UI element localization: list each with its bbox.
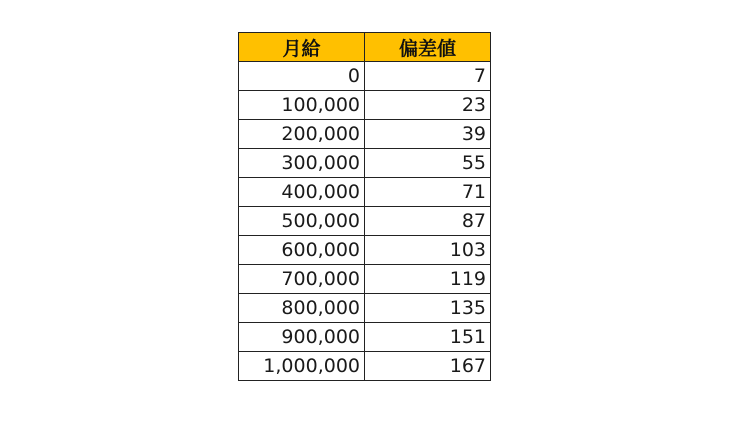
salary-cell: 400,000 <box>239 178 365 207</box>
salary-cell: 1,000,000 <box>239 352 365 381</box>
header-row <box>239 33 491 62</box>
table-row <box>239 265 491 294</box>
table-row <box>239 236 491 265</box>
salary-cell: 200,000 <box>239 120 365 149</box>
salary-cell: 900,000 <box>239 323 365 352</box>
salary-cell: 800,000 <box>239 294 365 323</box>
table-row <box>239 207 491 236</box>
table-row <box>239 62 491 91</box>
salary-cell: 100,000 <box>239 91 365 120</box>
score-cell: 7 <box>365 62 491 91</box>
table-row <box>239 91 491 120</box>
header-deviation-score: 偏差値 <box>365 33 491 62</box>
table-row <box>239 323 491 352</box>
table-row <box>239 352 491 381</box>
score-cell: 55 <box>365 149 491 178</box>
table-row <box>239 294 491 323</box>
table-row <box>239 178 491 207</box>
salary-cell: 500,000 <box>239 207 365 236</box>
table-row <box>239 149 491 178</box>
salary-deviation-table <box>238 32 491 381</box>
header-salary: 月給 <box>239 33 365 62</box>
salary-cell: 300,000 <box>239 149 365 178</box>
score-cell: 87 <box>365 207 491 236</box>
score-cell: 23 <box>365 91 491 120</box>
salary-cell: 700,000 <box>239 265 365 294</box>
salary-cell: 0 <box>239 62 365 91</box>
score-cell: 167 <box>365 352 491 381</box>
score-cell: 135 <box>365 294 491 323</box>
score-cell: 119 <box>365 265 491 294</box>
score-cell: 71 <box>365 178 491 207</box>
score-cell: 103 <box>365 236 491 265</box>
score-cell: 39 <box>365 120 491 149</box>
score-cell: 151 <box>365 323 491 352</box>
salary-cell: 600,000 <box>239 236 365 265</box>
table-row <box>239 120 491 149</box>
